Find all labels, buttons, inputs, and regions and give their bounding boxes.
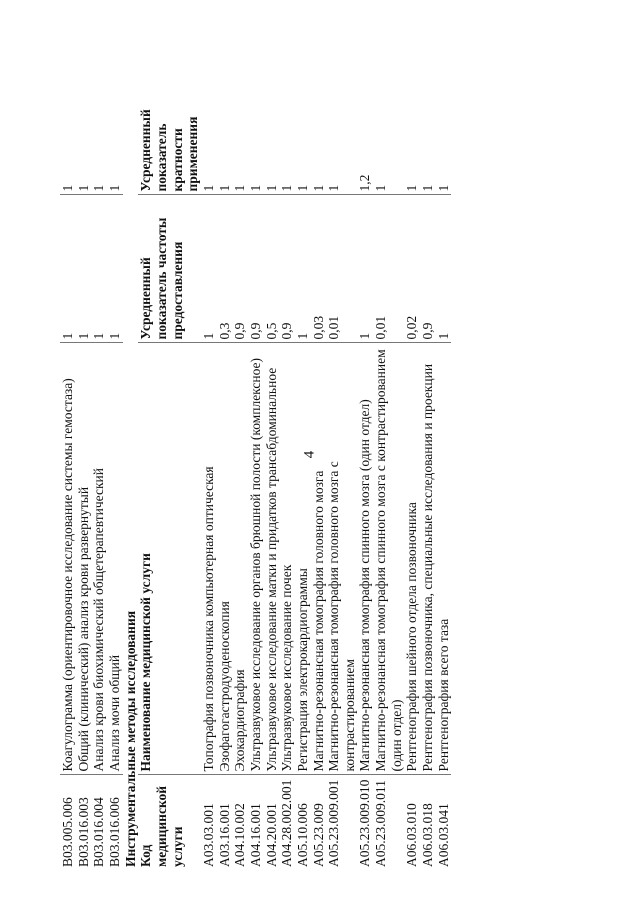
cell-name: Рентгенография позвоночника, специальные исследования и проекции (420, 343, 436, 775)
cell-name: Ультразвуковое исследование почек (279, 343, 295, 775)
page-number: 4 (301, 450, 318, 459)
cell-code: В03.016.006 (106, 797, 122, 867)
table-row (60, 62, 76, 870)
cell-code: А05.23.009 (310, 803, 326, 867)
cell-name: Ультразвуковое исследование органов брюшной полости (комплексное) (248, 343, 264, 775)
cell-name: Эхокардиография (232, 343, 248, 775)
cell-frequency: 0,9 (279, 195, 295, 343)
cell-frequency: 1 (436, 195, 452, 343)
cell-multiplicity: 1 (76, 62, 92, 195)
table-row (107, 62, 123, 870)
cell-multiplicity: 1 (201, 62, 217, 195)
header-code: Код медицинской услуги (138, 785, 185, 867)
cell-frequency: 0,01 (373, 195, 404, 343)
header-frequency: Усредненный показатель частоты предоставления (138, 195, 201, 343)
cell-frequency: 0,3 (217, 195, 233, 343)
cell-multiplicity: 1 (373, 62, 404, 195)
cell-multiplicity: 1 (279, 62, 295, 195)
cell-frequency: 1 (295, 195, 311, 343)
cell-name: Анализ мочи общий (107, 343, 123, 775)
table-row (76, 62, 92, 870)
table-row (311, 62, 327, 870)
header-multiplicity: Усредненный показатель кратности применения (138, 62, 201, 195)
cell-frequency: 0,9 (248, 195, 264, 343)
header-name: Наименование медицинской услуги (138, 343, 201, 775)
cell-code: А04.20.001 (263, 803, 279, 867)
table-row (264, 62, 280, 870)
table-row (201, 62, 217, 870)
cell-multiplicity: 1 (311, 62, 327, 195)
cell-multiplicity: 1,2 (357, 62, 373, 195)
table-row (326, 62, 357, 870)
cell-multiplicity: 1 (232, 62, 248, 195)
cell-name: Рентгенография шейного отдела позвоночника (404, 343, 420, 775)
cell-multiplicity: 1 (248, 62, 264, 195)
section-block (123, 62, 201, 870)
cell-frequency: 1 (60, 195, 76, 343)
cell-frequency: 0,9 (420, 195, 436, 343)
cell-code: В03.016.004 (91, 797, 107, 867)
cell-code: А04.16.001 (247, 803, 263, 867)
cell-frequency: 1 (76, 195, 92, 343)
cell-code: А04.10.002 (232, 803, 248, 867)
cell-code: А06.03.018 (420, 803, 436, 867)
instrumental-rows (201, 62, 452, 870)
table-row (91, 62, 107, 870)
table-row (373, 62, 404, 870)
services-table (60, 62, 451, 870)
cell-frequency: 0,5 (264, 195, 280, 343)
cell-multiplicity: 1 (91, 62, 107, 195)
rotated-table-sheet (60, 62, 451, 870)
cell-frequency: 0,01 (326, 195, 357, 343)
cell-name: Эзофагогастродуоденоскопия (217, 343, 233, 775)
cell-frequency: 1 (91, 195, 107, 343)
cell-name: Магнитно-резонансная томография головного мозга (311, 343, 327, 775)
table-header-row (138, 62, 201, 870)
table-row (357, 62, 373, 870)
cell-multiplicity: 1 (217, 62, 233, 195)
cell-code: А05.23.009.001 (326, 779, 342, 867)
table-row (217, 62, 233, 870)
cell-name: Рентгенография всего таза (436, 343, 452, 775)
table-row (436, 62, 452, 870)
cell-name: Топография позвоночника компьютерная оптическая (201, 343, 217, 775)
cell-code: А03.16.001 (216, 803, 232, 867)
cell-code: А05.10.006 (294, 803, 310, 867)
cell-name: Магнитно-резонансная томография спинного мозга с контрастированием (один отдел) (373, 343, 404, 775)
cell-multiplicity: 1 (60, 62, 76, 195)
cell-multiplicity: 1 (295, 62, 311, 195)
cell-name: Магнитно-резонансная томография спинного мозга (один отдел) (357, 343, 373, 775)
cell-code: А04.28.002.001 (279, 779, 295, 867)
cell-name: Анализ крови биохимический общетерапевтический (91, 343, 107, 775)
cell-code: В03.016.003 (75, 797, 91, 867)
cell-frequency: 0,03 (311, 195, 327, 343)
cell-code: А06.03.010 (404, 803, 420, 867)
cell-code: А05.23.009.010 (357, 779, 373, 867)
table-row (279, 62, 295, 870)
cell-code: В03.005.006 (60, 797, 75, 867)
cell-code: А05.23.009.011 (373, 780, 389, 867)
section-title-row (123, 62, 139, 870)
cell-name: Коагулограмма (ориентировочное исследование системы гемостаза) (60, 343, 76, 775)
cell-multiplicity: 1 (420, 62, 436, 195)
table-row (248, 62, 264, 870)
cell-multiplicity: 1 (107, 62, 123, 195)
cell-frequency: 1 (201, 195, 217, 343)
cell-frequency: 1 (107, 195, 123, 343)
cell-name: Магнитно-резонансная томография головного мозга с контрастированием (326, 343, 357, 775)
cell-multiplicity: 1 (404, 62, 420, 195)
cell-name: Общий (клинический) анализ крови развернутый (76, 343, 92, 775)
section-title: Инструментальные методы исследования (122, 610, 138, 867)
table-row (232, 62, 248, 870)
cell-code: А03.03.001 (200, 803, 216, 867)
cell-code: А06.03.041 (435, 803, 451, 867)
table-row (404, 62, 420, 870)
table-row (420, 62, 436, 870)
cell-multiplicity: 1 (264, 62, 280, 195)
cell-name: Ультразвуковое исследование матки и придатков трансабдоминальное (264, 343, 280, 775)
cell-multiplicity: 1 (326, 62, 357, 195)
cell-name: Регистрация электрокардиограммы (295, 343, 311, 775)
cell-multiplicity: 1 (436, 62, 452, 195)
cell-frequency: 0,9 (232, 195, 248, 343)
cell-frequency: 0,02 (404, 195, 420, 343)
lab-rows (60, 62, 123, 870)
table-row (295, 62, 311, 870)
cell-frequency: 1 (357, 195, 373, 343)
